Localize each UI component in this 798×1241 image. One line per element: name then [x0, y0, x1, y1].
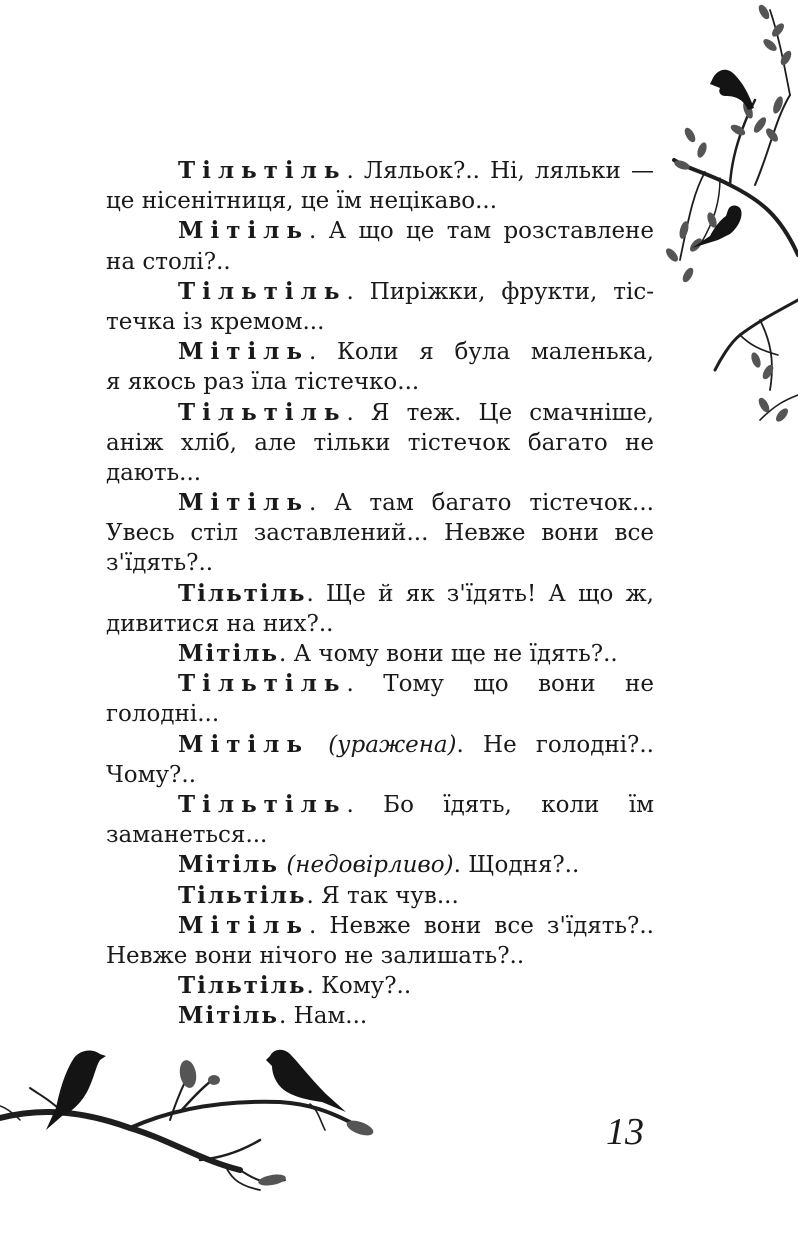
top-right-branch-illustration: [660, 0, 798, 430]
stage-direction: (недовірливо): [286, 852, 454, 879]
dialogue-line: течка із кремом...: [106, 308, 325, 335]
character-name: Тільтіль: [178, 277, 347, 305]
dialogue-line: Тільтіль. Бо їдять, коли їм: [178, 790, 654, 818]
dialogue-line: заманеться...: [106, 822, 268, 849]
dialogue-line: Тільтіль. Ще й як з'їдять! А що ж,: [178, 579, 654, 607]
dialogue-line: Мітіль. А чому вони ще не їдять?..: [178, 640, 618, 667]
dialogue-line: Мітіль (недовірливо). Щодня?..: [178, 851, 580, 879]
dialogue-line: дивитися на них?..: [106, 610, 334, 637]
character-name: Тільтіль: [178, 157, 347, 184]
bird-icon: [710, 70, 754, 110]
dialogue-line: Тільтіль. Тому що вони не: [178, 670, 654, 698]
character-name: Тільтіль: [178, 790, 347, 818]
character-name: Тільтіль: [178, 972, 307, 1000]
character-name: Мітіль: [178, 1002, 280, 1030]
dialogue-line: дають...: [106, 459, 202, 486]
character-name: Мітіль: [178, 217, 310, 245]
dialogue-line: на столі?..: [106, 248, 231, 275]
character-name: Мітіль: [178, 911, 310, 939]
dialogue-line: Тільтіль. Ляльок?.. Ні, ляльки —: [178, 157, 654, 184]
character-name: Тільтіль: [178, 881, 307, 909]
dialogue-line: Невже вони нічого не залишать?..: [106, 942, 525, 969]
dialogue-line: аніж хліб, але тільки тістечок багато не: [106, 429, 654, 456]
dialogue-line: Тільтіль. Я теж. Це смачніше,: [178, 398, 654, 426]
dialogue-line: Увесь стіл заставлений... Невже вони все: [106, 520, 654, 547]
character-name: Мітіль: [178, 489, 310, 517]
dialogue-line: Мітіль (уражена). Не голодні?..: [178, 730, 654, 758]
dialogue-line: Мітіль. А там багато тістечок...: [178, 489, 654, 517]
character-name: Тільтіль: [178, 579, 307, 607]
stage-direction: (уражена): [328, 731, 457, 758]
dialogue-line: Тільтіль. Кому?..: [178, 972, 412, 1000]
dialogue-line: голодні...: [106, 701, 220, 728]
dialogue-line: Тільтіль. Я так чув...: [178, 881, 459, 909]
dialogue-line: Тільтіль. Пиріжки, фрукти, тіс-: [178, 277, 654, 305]
dialogue-line: з'їдять?..: [106, 550, 214, 577]
dialogue-line: Мітіль. Коли я була маленька,: [178, 338, 654, 366]
dialogue-line: я якось раз їла тістечко...: [106, 369, 420, 396]
character-name: Тільтіль: [178, 398, 347, 426]
bottom-left-branch-illustration: [0, 1040, 380, 1200]
dialogue-line: це нісенітниця, це їм нецікаво...: [106, 188, 498, 215]
character-name: Мітіль: [178, 730, 310, 758]
dialogue-line: Мітіль. А що це там розставлене: [178, 217, 654, 245]
dialogue-line: Чому?..: [106, 761, 197, 788]
character-name: Мітіль: [178, 338, 310, 366]
play-dialogue-text: [106, 156, 654, 1031]
character-name: Мітіль: [178, 851, 280, 879]
character-name: Тільтіль: [178, 670, 347, 698]
dialogue-line: Мітіль. Невже вони все з'їдять?..: [178, 911, 654, 939]
page-number: 13: [606, 1111, 644, 1153]
character-name: Мітіль: [178, 640, 280, 667]
dialogue-line: Мітіль. Нам...: [178, 1002, 368, 1030]
